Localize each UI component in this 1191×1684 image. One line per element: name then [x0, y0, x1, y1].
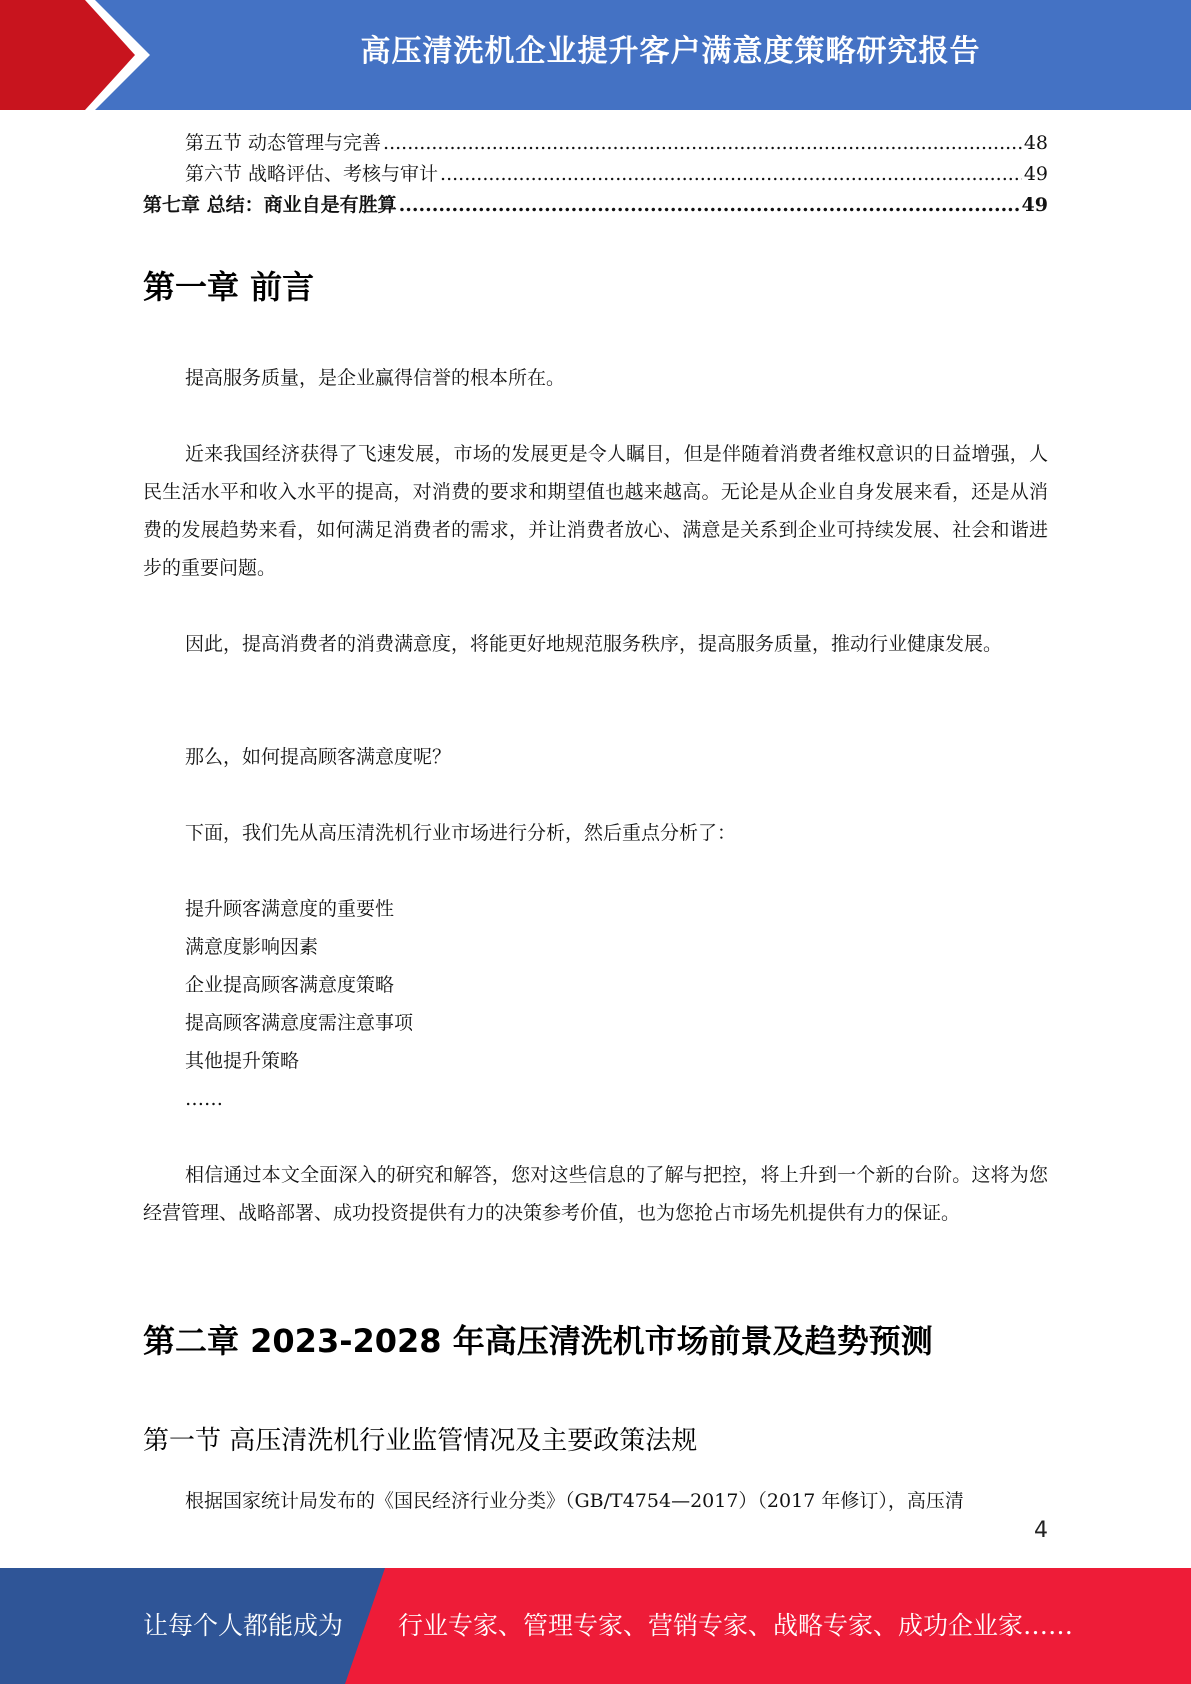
body-paragraph: 因此，提高消费者的消费满意度，将能更好地规范服务秩序，提高服务质量，推动行业健康发展。 — [185, 633, 1003, 655]
toc-entry-label: 第七章 总结：商业自是有胜算 — [143, 194, 397, 216]
toc-entry-page: 48 — [1023, 132, 1048, 154]
toc-entry-page: 49 — [1021, 194, 1048, 216]
page-header — [0, 0, 1191, 110]
page-number: 4 — [1034, 1518, 1048, 1543]
list-item: 满意度影响因素 — [185, 936, 319, 958]
chapter-heading: 第二章 2023-2028 年高压清洗机市场前景及趋势预测 — [143, 1322, 933, 1360]
section-heading: 第一节 高压清洗机行业监管情况及主要政策法规 — [143, 1426, 698, 1456]
body-paragraph: 那么，如何提高顾客满意度呢？ — [185, 746, 452, 768]
page-footer — [0, 1568, 1191, 1684]
toc-entry[interactable] — [143, 159, 1048, 190]
toc-entry-label: 第五节 动态管理与完善 — [185, 132, 382, 154]
chapter-heading: 第一章 前言 — [143, 268, 315, 306]
footer-slogan-right: 行业专家、管理专家、营销专家、战略专家、成功企业家…… — [398, 1611, 1074, 1640]
list-item: 企业提高顾客满意度策略 — [185, 974, 395, 996]
body-paragraph: 提高服务质量，是企业赢得信誉的根本所在。 — [185, 367, 566, 389]
toc-entry-page: 49 — [1023, 163, 1048, 185]
toc-dot-leader — [399, 194, 1020, 216]
toc-entry-label: 第六节 战略评估、考核与审计 — [185, 163, 439, 185]
list-item: 提升顾客满意度的重要性 — [185, 898, 395, 920]
toc-entry[interactable] — [143, 190, 1048, 221]
footer-slogan-left: 让每个人都能成为 — [143, 1611, 344, 1640]
body-paragraph: 下面，我们先从高压清洗机行业市场进行分析，然后重点分析了： — [185, 822, 737, 844]
list-item: 提高顾客满意度需注意事项 — [185, 1012, 414, 1034]
body-paragraph: 根据国家统计局发布的《国民经济行业分类》（GB/T4754—2017）（2017 年修订），高压清 — [185, 1490, 964, 1512]
list-item: …… — [185, 1088, 223, 1110]
list-item: 其他提升策略 — [185, 1050, 300, 1072]
analysis-topic-list — [185, 890, 1045, 1118]
body-paragraph: 相信通过本文全面深入的研究和解答，您对这些信息的了解与把控，将上升到一个新的台阶。这将为您经营管理、战略部署、成功投资提供有力的决策参考价值，也为您抢占市场先机提供有力的保证。 — [143, 1164, 1048, 1224]
toc-dot-leader — [383, 132, 1022, 154]
toc-entry[interactable] — [143, 128, 1048, 159]
toc-dot-leader — [440, 163, 1022, 185]
report-title: 高压清洗机企业提升客户满意度策略研究报告 — [360, 34, 981, 69]
body-paragraph: 近来我国经济获得了飞速发展，市场的发展更是令人瞩目，但是伴随着消费者维权意识的日益增强，人民生活水平和收入水平的提高，对消费的要求和期望值也越来越高。无论是从企业自身发展来看，还是从消费的发展趋势来看，如何满足消费者的需求，并让消费者放心、满意是关系到企业可持续发展、社会和谐进步的重要问题。 — [143, 443, 1048, 579]
table-of-contents — [143, 128, 1048, 221]
